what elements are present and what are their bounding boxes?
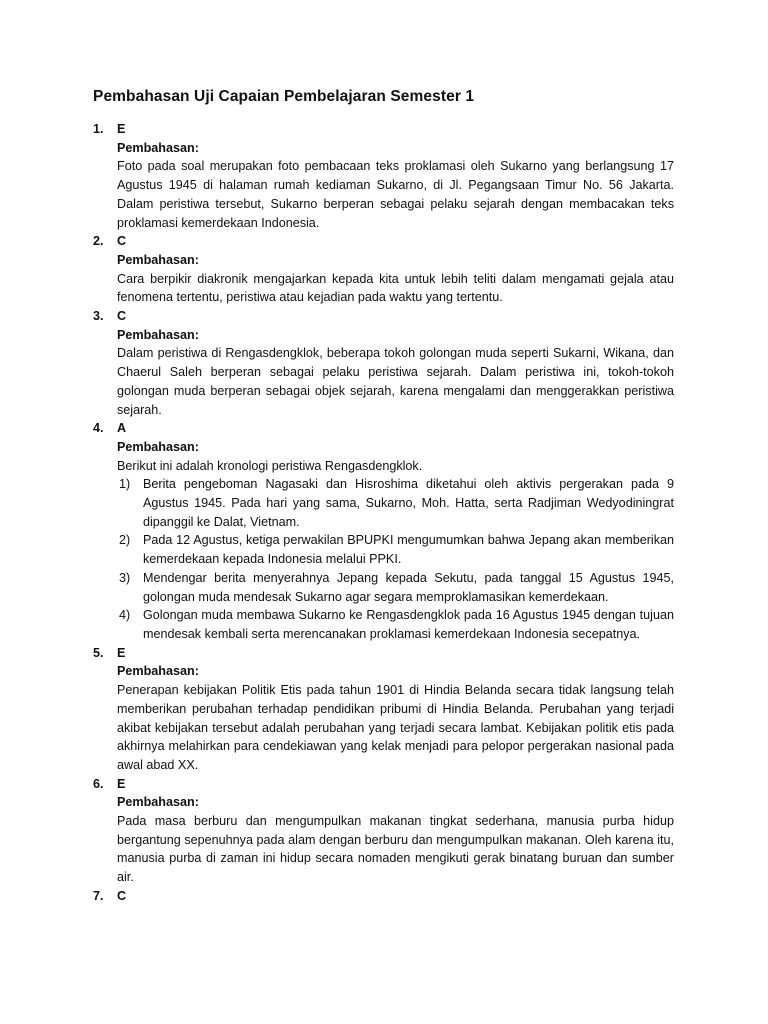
discussion-text: Penerapan kebijakan Politik Etis pada tahun 1901 di Hindia Belanda secara tidak langsung telah memberikan perubahan terhadap pendidikan pribumi di Hindia Belanda. Perubahan yang terjadi akibat kebijakan tersebut adalah perubahan yang terjadi secara lambat. Kebijakan politik etis pada akhirnya melahirkan para cendekiawan yang kelak menjadi para pelopor pergerakan nasional pada awal abad XX. (117, 683, 674, 772)
discussion-text: Foto pada soal merupakan foto pembacaan teks proklamasi oleh Sukarno yang berlangsung 17 Agustus 1945 di halaman rumah kediaman Sukarno, di Jl. Pegangsaan Timur No. 56 Jakarta. Dalam peristiwa tersebut, Sukarno berperan sebagai pelaku sejarah dengan membacakan teks proklamasi kemerdekaan Indonesia. (117, 159, 674, 230)
chronology-text: Mendengar berita menyerahnya Jepang kepada Sekutu, pada tanggal 15 Agustus 1945, golongan muda mendesak Sukarno agar segara memproklamasikan kemerdekaan. (143, 570, 674, 604)
discussion-label: Pembahasan: (117, 439, 199, 454)
chronology-number: 2) (119, 533, 131, 548)
answer-letter: E (117, 645, 126, 660)
answer-item-5 (93, 644, 674, 775)
chronology-text: Golongan muda membawa Sukarno ke Rengasdengklok pada 16 Agustus 1945 dengan tujuan mendesak kembali serta merencanakan proklamasi kemerdekaan Indonesia secepatnya. (143, 608, 674, 641)
discussion-label: Pembahasan: (117, 664, 199, 679)
answer-item-6 (93, 775, 674, 887)
answer-item-3 (93, 307, 674, 419)
answer-letter: E (117, 122, 126, 136)
answer-item-7 (93, 887, 674, 906)
chronology-number: 1) (119, 477, 131, 492)
item-number: 5. (93, 645, 104, 660)
item-number: 7. (93, 888, 104, 903)
chronology-item-1 (117, 475, 674, 531)
chronology-list (117, 475, 674, 643)
discussion-text: Berikut ini adalah kronologi peristiwa Rengasdengklok. (117, 458, 423, 473)
item-number: 4. (93, 421, 104, 436)
item-number: 2. (93, 234, 104, 249)
discussion-label: Pembahasan: (117, 795, 199, 810)
chronology-number: 4) (119, 608, 131, 623)
answer-letter: E (117, 776, 126, 791)
item-number: 6. (93, 776, 104, 791)
chronology-item-4 (117, 606, 674, 643)
item-number: 1. (93, 122, 104, 136)
discussion-text: Dalam peristiwa di Rengasdengklok, beberapa tokoh golongan muda seperti Sukarni, Wikana, dan Chaerul Saleh berperan sebagai pelaku peristiwa sejarah. Dalam peristiwa ini, tokoh-tokoh golongan muda berperan sebagai objek sejarah, karena mengalami dan menggerakkan peristiwa sejarah. (117, 346, 674, 417)
discussion-label: Pembahasan: (117, 252, 199, 267)
answer-letter: A (117, 421, 127, 436)
chronology-text: Berita pengeboman Nagasaki dan Hisroshima diketahui oleh aktivis pergerakan pada 9 Agustus 1945. Pada hari yang sama, Sukarno, Moh. Hatta, serta Radjiman Wedyodiningrat dipanggil ke Dalat, Vietnam. (143, 477, 674, 529)
answer-item-2 (93, 232, 674, 307)
answer-letter: C (117, 234, 127, 249)
item-number: 3. (93, 309, 104, 324)
discussion-label: Pembahasan: (117, 327, 199, 342)
chronology-item-3 (117, 569, 674, 606)
document-title: Pembahasan Uji Capaian Pembelajaran Semester 1 (93, 88, 475, 105)
discussion-text: Pada masa berburu dan mengumpulkan makanan tingkat sederhana, manusia purba hidup bergantung sepenuhnya pada alam dengan berburu dan mengumpulkan makanan. Oleh karena itu, manusia purba di zaman ini hidup secara nomaden mengikuti gerak binatang buruan dan sumber air. (117, 814, 674, 885)
answer-letter: C (117, 309, 127, 324)
answer-letter: C (117, 888, 127, 903)
answer-item-1 (93, 120, 674, 232)
chronology-item-2 (117, 531, 674, 568)
chronology-text: Pada 12 Agustus, ketiga perwakilan BPUPKI mengumumkan bahwa Jepang akan memberikan kemerdekaan kepada Indonesia melalui PPKI. (143, 533, 674, 567)
chronology-number: 3) (119, 570, 131, 585)
discussion-label: Pembahasan: (117, 140, 199, 155)
discussion-text: Cara berpikir diakronik mengajarkan kepada kita untuk lebih teliti dalam mengamati gejala atau fenomena tertentu, peristiwa atau kejadian pada waktu yang tertentu. (117, 271, 674, 305)
answer-item-4 (93, 419, 674, 643)
answer-list (93, 120, 674, 906)
